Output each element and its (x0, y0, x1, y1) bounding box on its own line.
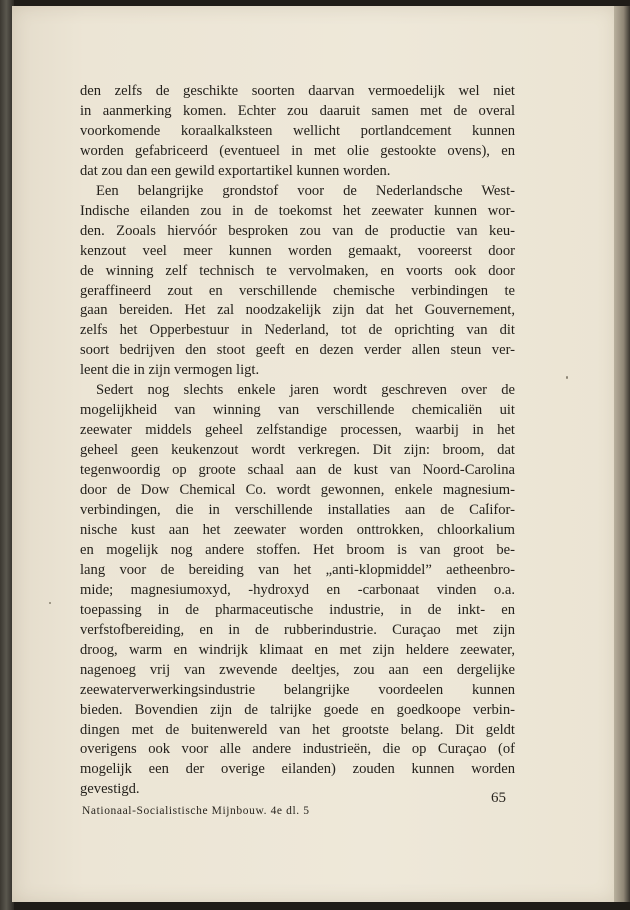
text-line: Sedert nog slechts enkele jaren wordt geschreven over de (96, 382, 515, 399)
text-line: en mogelijk nog andere stoffen. Het broom is van groot be- (80, 541, 515, 558)
text-line: Indische eilanden zou in de toekomst het zeewater kunnen wor- (80, 202, 515, 219)
text-line: worden gefabriceerd (eventueel in met olie gestookte ovens), en (80, 142, 515, 159)
text-line: soort bedrijven den stoot geeft en dezen verder allen steun ver- (80, 342, 515, 359)
text-line: dingen met de buitenwereld van het grootste belang. Dit geldt (80, 721, 515, 738)
text-line: tegenwoordig op groote schaal aan de kust van Noord-Carolina (80, 462, 515, 479)
text-line: kenzout veel meer kunnen worden gemaakt, vooreerst door (80, 242, 515, 259)
text-line: lang voor de bereiding van het „anti-klopmiddel” aetheenbro- (80, 561, 515, 578)
body-text (80, 82, 515, 800)
text-line: gevestigd. (80, 781, 140, 798)
text-line: door de Dow Chemical Co. wordt gewonnen, enkele magnesium- (80, 482, 515, 499)
text-line: bieden. Bovendien zijn de talrijke goede en goedkoope verbin- (80, 701, 515, 718)
text-line: mogelijk een der overige eilanden) zouden kunnen worden (80, 761, 515, 778)
text-line: overigens ook voor alle andere industrieën, die op Curaçao (of (80, 741, 515, 758)
page-number: 65 (491, 790, 506, 806)
text-line: nagenoeg vrij van zwevende deeltjes, zou aan een dergelijke (80, 661, 515, 678)
text-line: in aanmerking komen. Echter zou daaruit samen met de overal (80, 102, 515, 119)
text-line: voorkomende koraalkalksteen wellicht portlandcement kunnen (80, 122, 515, 139)
text-line: verfstofbereiding, en in de rubberindustrie. Curaçao met zijn (80, 621, 515, 638)
text-line: verbindingen, die in verschillende installaties aan de Califor- (80, 502, 515, 519)
text-line: den. Zooals hiervóór besproken zou van de productie van keu- (80, 222, 515, 239)
text-line: geraffineerd zout en verschillende chemische verbindingen te (80, 282, 515, 299)
text-line: geheel geen keukenzout wordt verkregen. Dit zijn: broom, dat (80, 442, 515, 459)
text-line: toepassing in de pharmaceutische industrie, in de inkt- en (80, 601, 515, 618)
text-line: droog, warm en windrijk klimaat en met zijn heldere zeewater, (80, 641, 515, 658)
text-line: den zelfs de geschikte soorten daarvan vermoedelijk wel niet (80, 83, 515, 99)
text-line: zeewater middels geheel zelfstandige processen, waarbij in het (80, 422, 515, 439)
text-line: mogelijkheid van winning van verschillende chemicaliën uit (80, 402, 515, 419)
page-edge (614, 6, 630, 902)
text-line: dat zou dan een gewild exportartikel kunnen worden. (80, 162, 391, 179)
text-line: leent die in zijn vermogen ligt. (80, 362, 260, 379)
text-line: de winning zelf technisch te vervolmaken, en voorts ook door (80, 262, 515, 279)
paper-speck (566, 376, 568, 379)
footer-signature: Nationaal-Socialistische Mijnbouw. 4e dl. 5 (82, 805, 310, 817)
text-line: Een belangrijke grondstof voor de Nederlandsche West- (96, 182, 515, 199)
text-line: mide; magnesiumoxyd, -hydroxyd en -carbonaat vinden o.a. (80, 581, 515, 598)
text-line: zeewaterverwerkingsindustrie belangrijke voordeelen kunnen (80, 681, 515, 698)
text-line: zelfs het Opperbestuur in Nederland, tot de oprichting van dit (80, 322, 515, 339)
text-line: gaan bereiden. Het zal noodzakelijk zijn dat het Gouvernement, (80, 302, 515, 319)
text-line: nische kust aan het zeewater worden onttrokken, chloorkalium (80, 521, 515, 538)
paper-speck (49, 602, 51, 604)
